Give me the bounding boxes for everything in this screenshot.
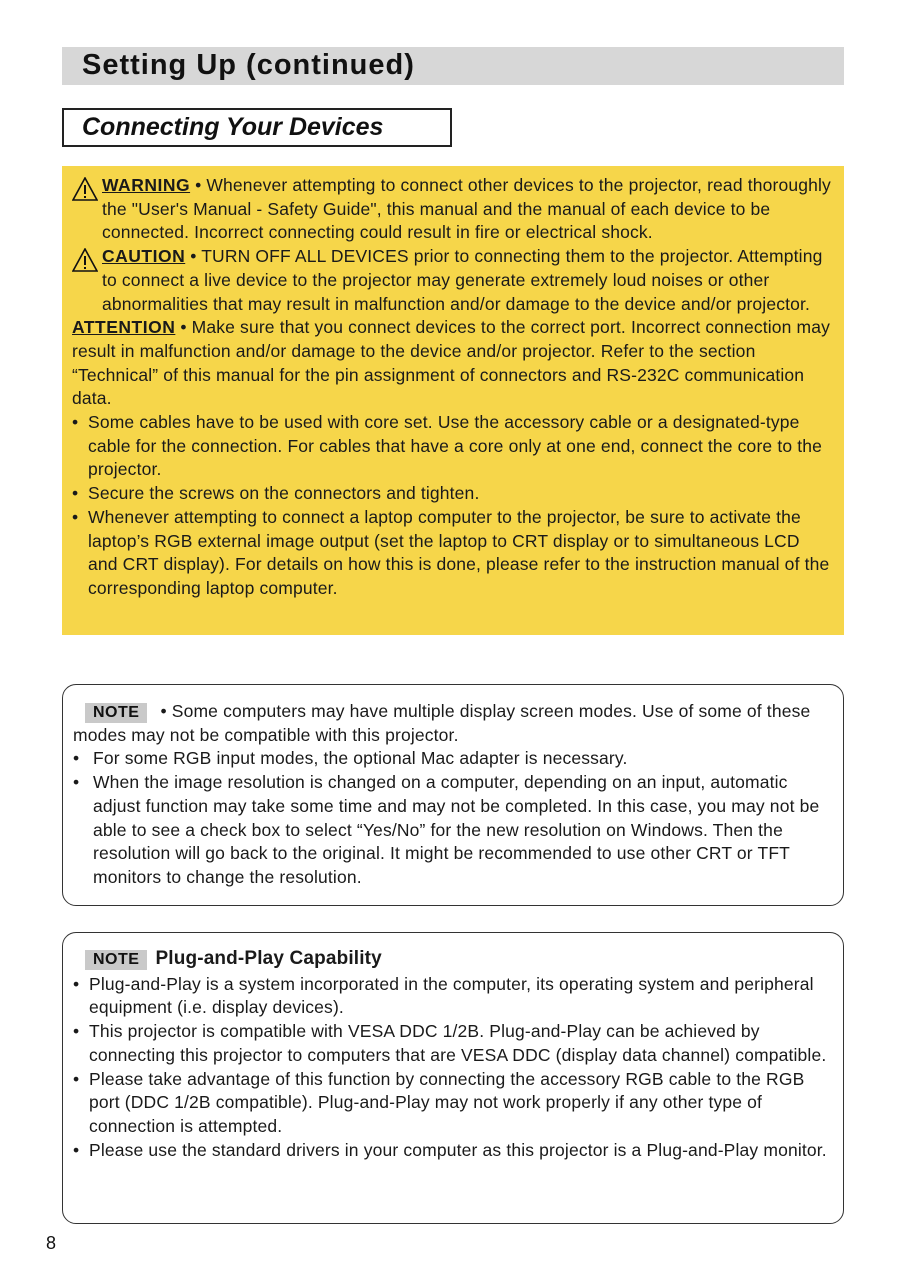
list-item: • Plug-and-Play is a system incorporated in the computer, its operating system and peripheral equipment (i.e. display devices). [73, 973, 814, 1018]
page-title: Setting Up (continued) [82, 49, 415, 81]
caution-triangle-icon [72, 248, 98, 272]
note1-intro: • Some computers may have multiple display screen modes. Use of some of these modes may not be compatible with this projector. [73, 701, 811, 745]
bullet-glyph: • [73, 1139, 80, 1160]
note-box-display-modes [62, 684, 844, 906]
warning-box [62, 166, 844, 635]
caution-paragraph [72, 245, 834, 316]
note2-heading-row [73, 947, 833, 971]
note2-heading: Plug-and-Play Capability [155, 948, 382, 969]
warning-keyword: WARNING [102, 175, 191, 195]
list-item: • When the image resolution is changed on a computer, depending on an input, automatic adjust function may take some time and may not be completed. In this case, you may not be able to see a check box to select “Yes/No” for the new resolution on Windows. Then the resolution will go back to the original. It might be recommended to use other CRT or TFT monitors to change the resolution. [73, 772, 820, 887]
list-item: • Some cables have to be used with core set. Use the accessory cable or a designated-type cable for the connection. For cables that have a core only at one end, connect the core to the projector. [72, 412, 823, 480]
warning-triangle-icon [72, 177, 98, 201]
section-heading-box [62, 108, 452, 147]
note2-bullet-list [73, 973, 833, 1163]
note-box-plug-and-play [62, 932, 844, 1224]
warning-paragraph [72, 174, 834, 245]
attention-paragraph [72, 316, 834, 411]
list-item: • This projector is compatible with VESA DDC 1/2B. Plug-and-Play can be achieved by connecting this projector to computers that are VESA DDC (display data channel) compatible. [73, 1021, 827, 1065]
note-badge: NOTE [85, 950, 147, 970]
bullet-glyph: • [73, 772, 80, 793]
bullet-glyph: • [72, 483, 79, 504]
page-number: 8 [46, 1233, 57, 1253]
list-item: • Please take advantage of this function by connecting the accessory RGB cable to the RGB port (DDC 1/2B compatible). Plug-and-Play may not work properly if any other type of connection is attempted. [73, 1068, 805, 1136]
caution-keyword: CAUTION [102, 246, 186, 267]
note1-bullet-list [73, 747, 833, 889]
header-bar [62, 47, 844, 85]
bullet-glyph: • [73, 1068, 80, 1089]
warning-bullet-list [72, 411, 834, 601]
note-badge: NOTE [85, 703, 147, 723]
attention-text: • Make sure that you connect devices to the correct port. Incorrect connection may result in malfunction and/or damage to the device and/or projector. Refer to the section “Technical” of this manual for the pin assignment of connectors and RS-232C communication data. [72, 317, 831, 409]
list-item: • Whenever attempting to connect a laptop computer to the projector, be sure to activate the laptop’s RGB external image output (set the laptop to CRT display or to simultaneous LCD and CRT display). For details on how this is done, please refer to the instruction manual of the corresponding laptop computer. [72, 506, 830, 598]
note1-intro-paragraph [73, 700, 833, 747]
list-item: • Please use the standard drivers in your computer as this projector is a Plug-and-Play monitor. [73, 1139, 833, 1163]
section-title: Connecting Your Devices [82, 113, 384, 141]
caution-text: • TURN OFF ALL DEVICES prior to connecting them to the projector. Attempting to connect a live device to the projector may generate extremely loud noises or other abnormalities that may result in malfunction and/or damage to the device and/or projector. [102, 246, 823, 314]
list-item: • Secure the screws on the connectors and tighten. [72, 482, 834, 506]
attention-keyword: ATTENTION [72, 317, 176, 338]
bullet-glyph: • [73, 748, 80, 769]
list-item: • For some RGB input modes, the optional Mac adapter is necessary. [73, 747, 833, 771]
bullet-glyph: • [73, 973, 80, 994]
bullet-glyph: • [73, 1021, 80, 1042]
warning-text: • Whenever attempting to connect other devices to the projector, read thoroughly the "User's Manual - Safety Guide", this manual and the manual of each device to be connected. Incorrect connecting could result in fire or electrical shock. [102, 175, 831, 243]
bullet-glyph: • [72, 412, 79, 433]
bullet-glyph: • [72, 506, 79, 527]
